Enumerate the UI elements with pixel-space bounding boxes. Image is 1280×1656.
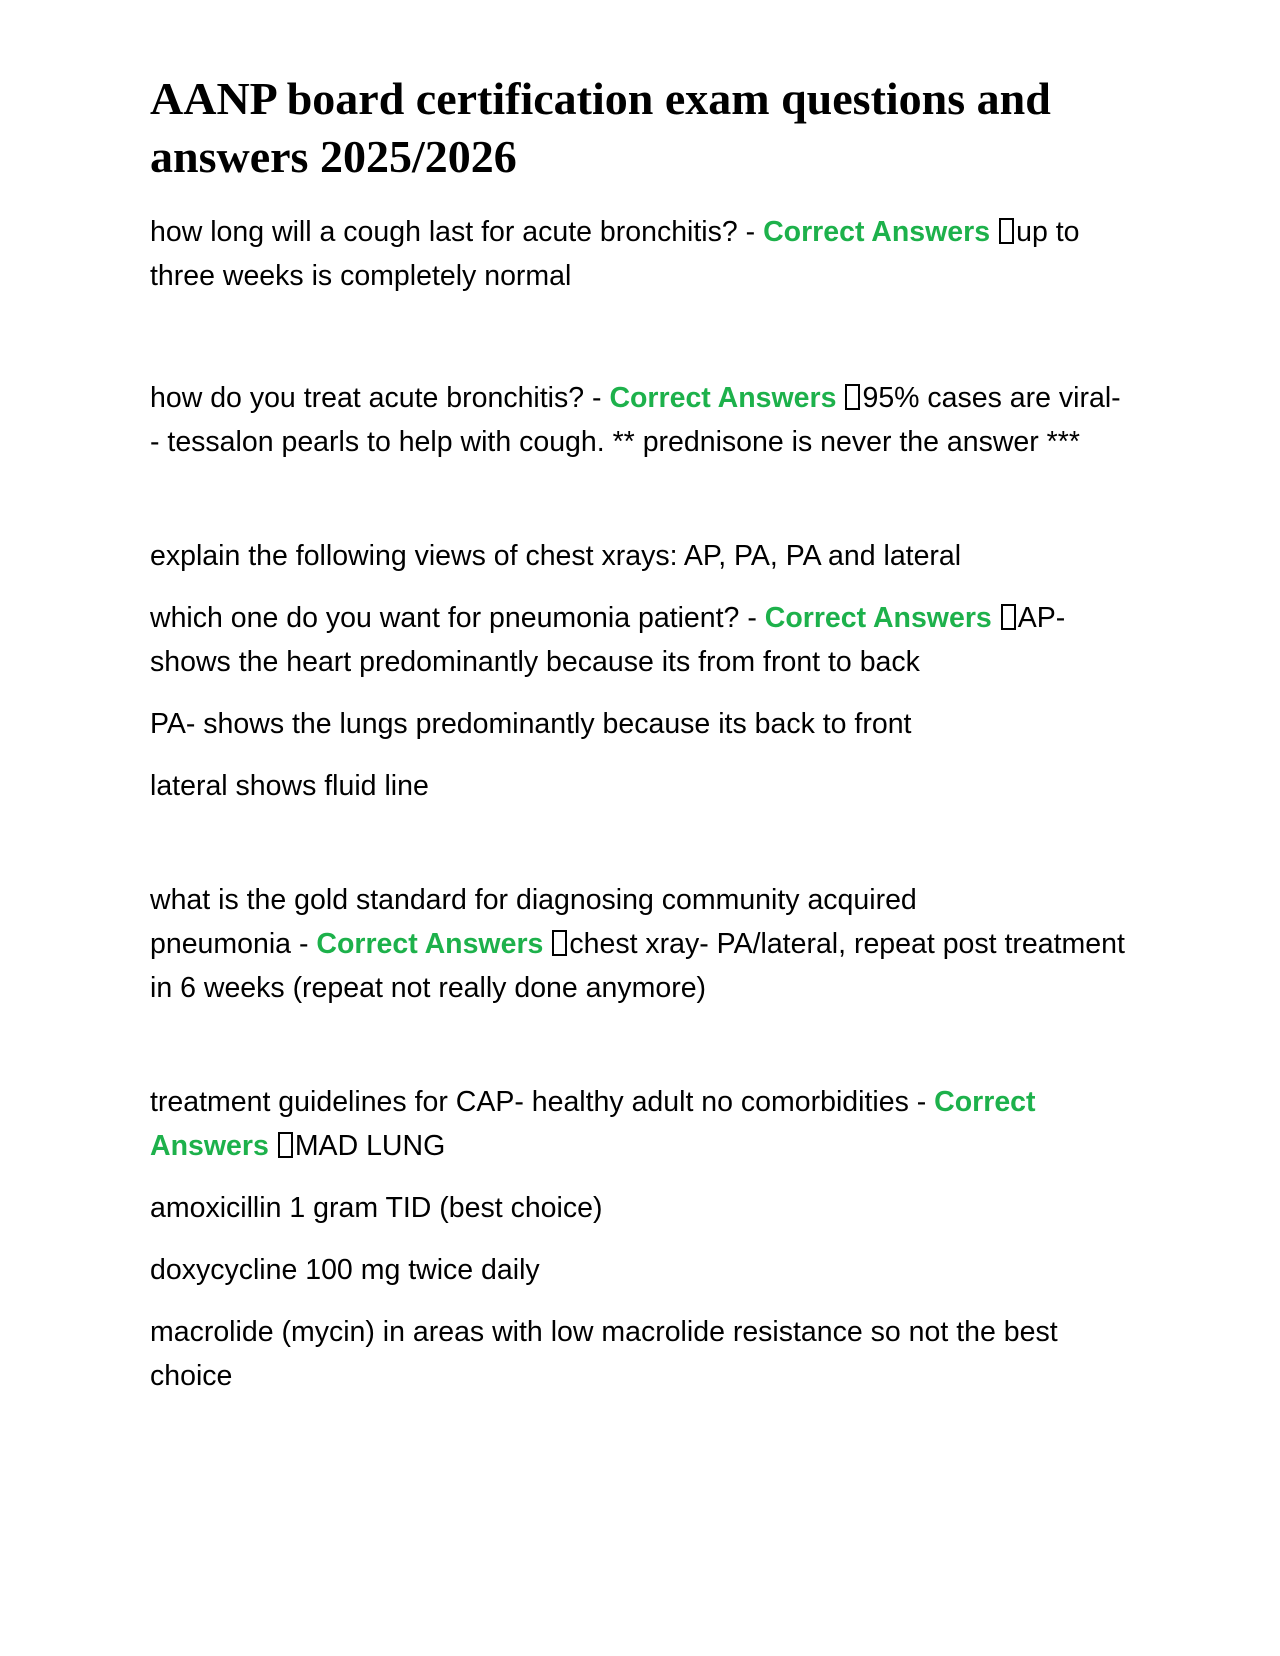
qa-item-1 [150, 210, 1130, 298]
question-text: pneumonia - [150, 928, 317, 960]
missing-glyph-icon [999, 218, 1014, 244]
correct-answers-label: Correct Answers [150, 1086, 1036, 1162]
answer-text: 95% cases are viral-- tessalon pearls to help with cough. ** prednisone is never the answer *** [150, 382, 1121, 458]
correct-answers-label: Correct Answers [609, 382, 837, 414]
correct-answers-label: Correct Answers [764, 602, 992, 634]
qa-item-4 [150, 922, 1130, 1010]
correct-answers-label: Correct Answers [763, 216, 991, 248]
missing-glyph-icon [845, 384, 860, 410]
answer-text: up to three weeks is completely normal [150, 216, 1080, 292]
answer-line: lateral shows fluid line [150, 770, 429, 802]
spacer [150, 298, 1130, 376]
spacer [150, 1292, 1130, 1310]
question-intro: explain the following views of chest xrays: AP, PA, PA and lateral [150, 540, 962, 572]
spacer [150, 1230, 1130, 1248]
qa-item-3 [150, 596, 1130, 684]
spacer [150, 464, 1130, 534]
spacer [150, 578, 1130, 596]
spacer [150, 1168, 1130, 1186]
answer-text: chest xray- PA/lateral, repeat post treatment in 6 weeks (repeat not really done anymore) [150, 928, 1125, 1004]
missing-glyph-icon [552, 930, 567, 956]
answer-line: doxycycline 100 mg twice daily [150, 1254, 540, 1286]
question-text: how do you treat acute bronchitis? - [150, 382, 610, 414]
missing-glyph-icon [278, 1132, 293, 1158]
answer-text: AP- shows the heart predominantly because its from front to back [150, 602, 1066, 678]
answer-line: amoxicillin 1 gram TID (best choice) [150, 1192, 603, 1224]
question-text: which one do you want for pneumonia patient? - [150, 602, 765, 634]
spacer [150, 684, 1130, 702]
spacer [150, 1010, 1130, 1080]
spacer [150, 746, 1130, 764]
question-text: treatment guidelines for CAP- healthy adult no comorbidities - [150, 1086, 935, 1118]
answer-text: MAD LUNG [294, 1130, 446, 1162]
qa-item-2 [150, 376, 1130, 464]
question-line: what is the gold standard for diagnosing community acquired [150, 884, 917, 916]
qa-item-5 [150, 1080, 1130, 1168]
document-page [150, 70, 1130, 1398]
question-text: how long will a cough last for acute bronchitis? - [150, 216, 764, 248]
document-title: AANP board certification exam questions and answers 2025/2026 [150, 73, 1051, 182]
missing-glyph-icon [1001, 604, 1016, 630]
answer-line: PA- shows the lungs predominantly because its back to front [150, 708, 912, 740]
spacer [150, 808, 1130, 878]
answer-line: macrolide (mycin) in areas with low macrolide resistance so not the best choice [150, 1316, 1058, 1392]
correct-answers-label: Correct Answers [316, 928, 544, 960]
